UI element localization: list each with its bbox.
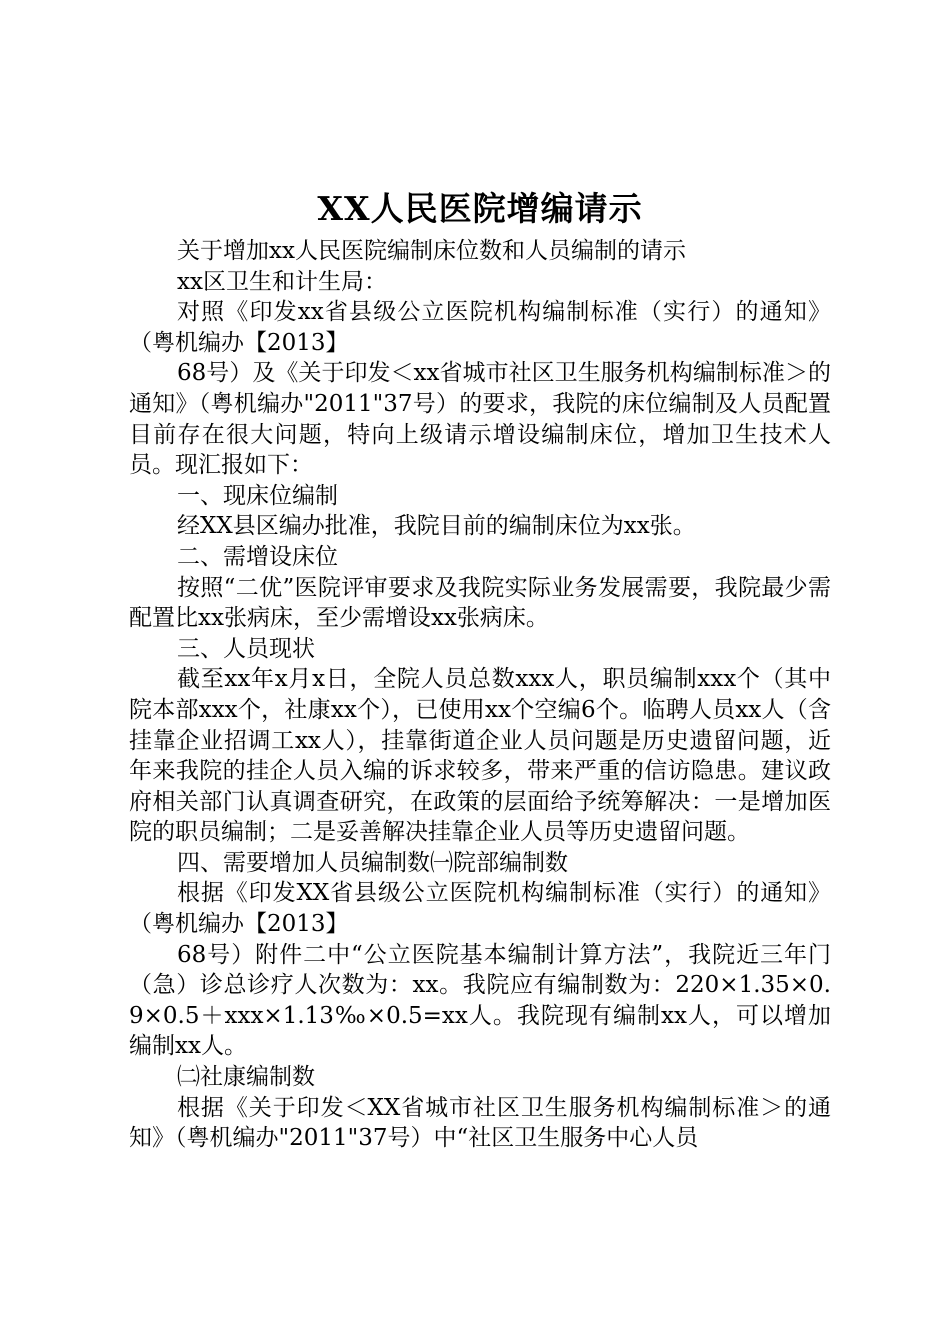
body-paragraph: 按照“二优”医院评审要求及我院实际业务发展需要，我院最少需配置比xx张病床，至少需增设xx张病床。 <box>129 574 831 632</box>
subsection-heading: ㈡社康编制数 <box>177 1064 315 1091</box>
body-paragraph: 经XX县区编办批准，我院目前的编制床位为xx张。 <box>177 513 696 540</box>
body-paragraph: 对照《印发xx省县级公立医院机构编制标准（实行）的通知》（粤机编办【2013】 <box>129 299 831 356</box>
body-paragraph: 68号）附件二中“公立医院基本编制计算方法”，我院近三年门（急）诊总诊疗人次数为：xx。我院应有编制数为：220×1.35×0.9×0.5＋xxx×1.13‰×0.5=xx人。我院现有编制xx人，可以增加编制xx人。 <box>129 941 831 1060</box>
document-title: XX人民医院增编请示 <box>317 189 643 228</box>
addressee: xx区卫生和计生局： <box>177 268 387 295</box>
document-page <box>129 186 831 1154</box>
body-paragraph: 截至xx年x月x日，全院人员总数xxx人，职员编制xxx个（其中院本部xxx个，社康xx个），已使用xx个空编6个。临聘人员xx人（含挂靠企业招调工xx人），挂靠街道企业人员问题是历史遗留问题，近年来我院的挂企人员入编的诉求较多，带来严重的信访隐患。建议政府相关部门认真调查研究，在政策的层面给予统筹解决：一是增加医院的职员编制；二是妥善解决挂靠企业人员等历史遗留问题。 <box>129 666 831 846</box>
body-paragraph: 68号）及《关于印发＜xx省城市社区卫生服务机构编制标准＞的通知》（粤机编办"2011"37号）的要求，我院的床位编制及人员配置目前存在很大问题，特向上级请示增设编制床位，增加卫生技术人员。现汇报如下： <box>129 360 831 479</box>
section-heading-4: 四、需要增加人员编制数㈠院部编制数 <box>177 849 568 876</box>
subject-line: 关于增加xx人民医院编制床位数和人员编制的请示 <box>177 238 686 264</box>
body-paragraph: 根据《关于印发＜XX省城市社区卫生服务机构编制标准＞的通知》（粤机编办"2011"37号）中“社区卫生服务中心人员 <box>129 1094 831 1152</box>
section-heading-3: 三、人员现状 <box>177 635 315 662</box>
section-heading-2: 二、需增设床位 <box>177 543 338 570</box>
section-heading-1: 一、现床位编制 <box>177 482 338 509</box>
body-paragraph: 根据《印发XX省县级公立医院机构编制标准（实行）的通知》（粤机编办【2013】 <box>129 880 831 938</box>
